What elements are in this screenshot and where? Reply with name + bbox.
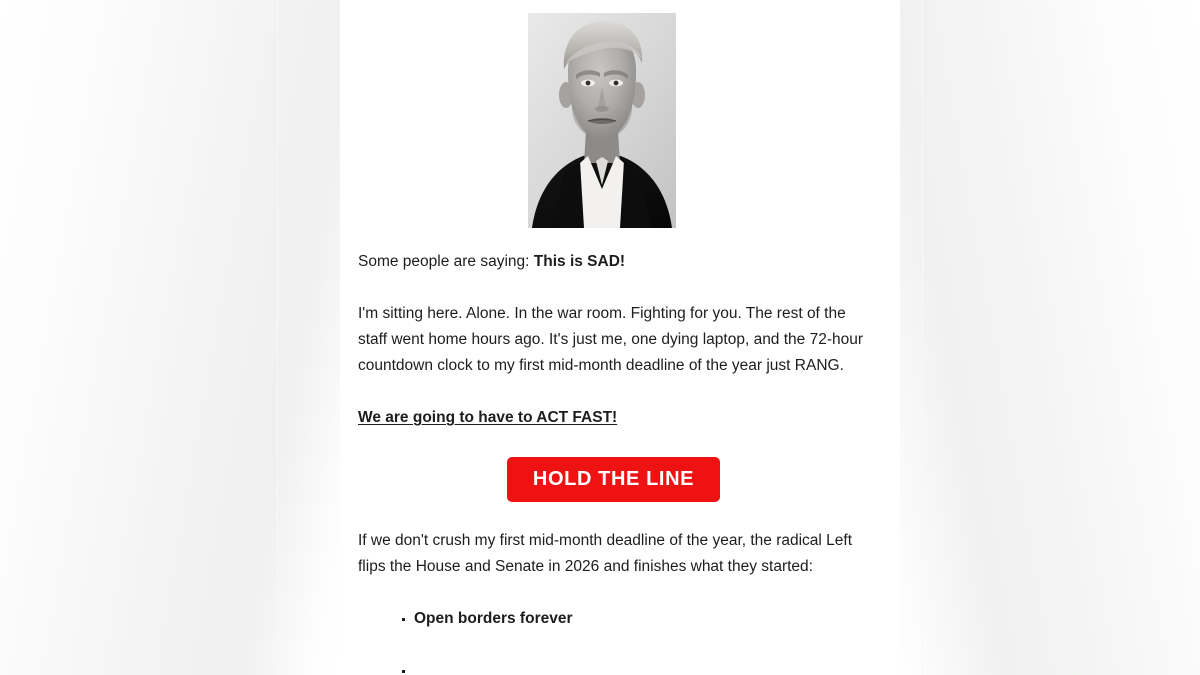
bullet-marker-icon	[402, 670, 405, 673]
email-body	[340, 0, 900, 675]
portrait-photo	[528, 13, 676, 228]
intro-line	[358, 249, 863, 275]
email-content	[358, 249, 863, 658]
paragraph-2: If we don't crush my first mid-month deadline of the year, the radical Left flips the House and Senate in 2026 and finishes what they started:	[358, 532, 853, 575]
threat-bullet-list	[358, 606, 863, 632]
cta-row	[358, 457, 863, 502]
list-item	[358, 606, 863, 632]
hold-the-line-button[interactable]: HOLD THE LINE	[507, 457, 720, 502]
act-fast-headline: We are going to have to ACT FAST!	[358, 409, 618, 426]
intro-lead-text: Some people are saying:	[358, 253, 534, 270]
bullet-marker-icon	[402, 618, 405, 621]
right-gutter-seam	[922, 0, 923, 675]
right-gutter	[880, 0, 1200, 675]
list-item-label: Open borders forever	[414, 610, 573, 627]
paragraph-1: I'm sitting here. Alone. In the war room. Fighting for you. The rest of the staff went home hours ago. It's just me, one dying laptop, and the 72-hour countdown clock to my first mid-month deadline of the year just RANG.	[358, 305, 864, 374]
left-gutter-seam	[277, 0, 278, 675]
left-gutter	[0, 0, 340, 675]
intro-bold-text: This is SAD!	[533, 253, 626, 270]
